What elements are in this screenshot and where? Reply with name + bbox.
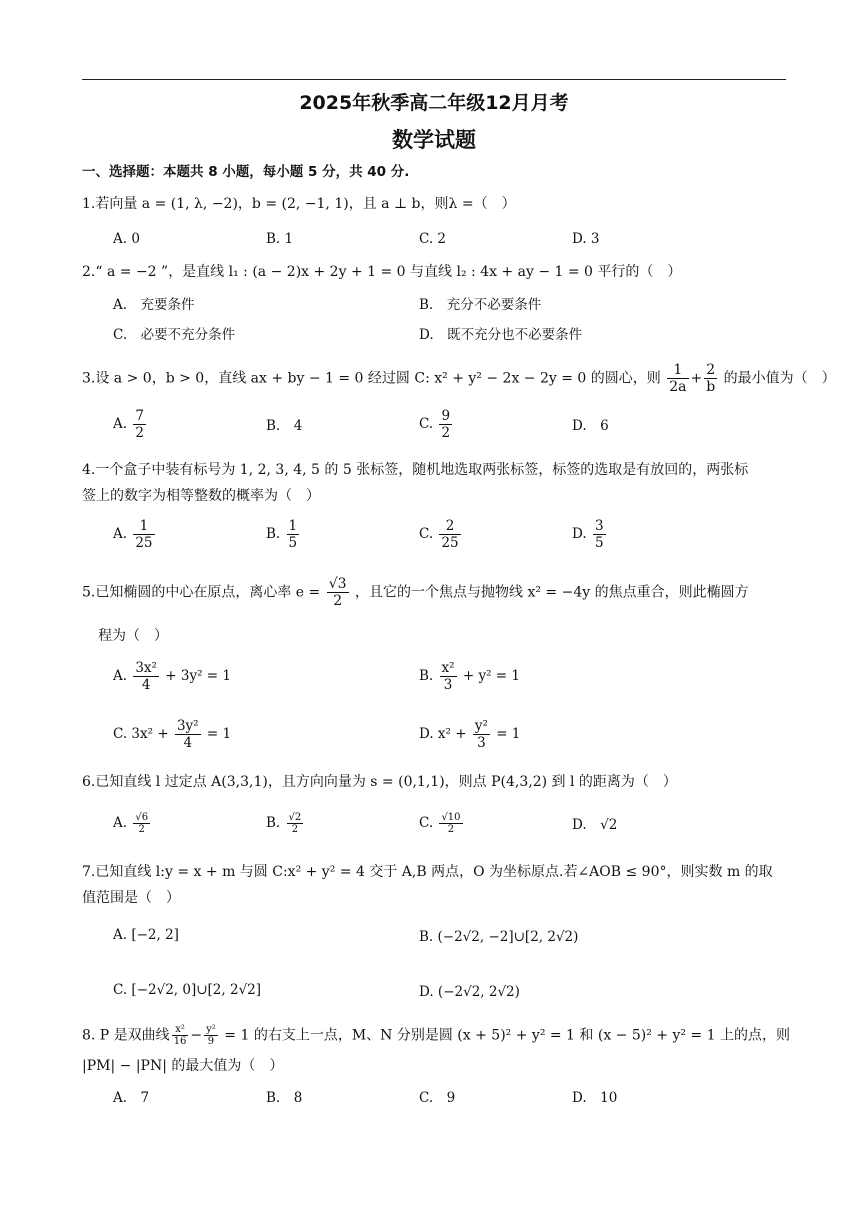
q4-option-c bbox=[419, 518, 463, 551]
exam-title: 2025年秋季高二年级12月月考 bbox=[299, 92, 569, 114]
q8-hyperbola-fraction-2 bbox=[204, 1024, 218, 1047]
q4-a-num: 1 bbox=[133, 518, 154, 535]
q4-b-label: B. bbox=[266, 526, 281, 542]
q3-a-num: 7 bbox=[135, 408, 144, 424]
q4-a-label: A. bbox=[113, 526, 128, 542]
q5-option-d bbox=[419, 718, 520, 751]
q3-stem bbox=[82, 362, 836, 395]
q3-frac1-num: 1 bbox=[667, 362, 688, 379]
q5-e-num: √3 bbox=[328, 576, 347, 592]
q8-h2-den: 9 bbox=[207, 1036, 215, 1047]
q6-c-label: C. bbox=[419, 815, 434, 831]
q5-option-b bbox=[419, 660, 520, 693]
q3-plus: + bbox=[690, 370, 703, 387]
top-rule bbox=[82, 79, 786, 80]
q4-stem-1: 4.一个盒子中装有标号为 1, 2, 3, 4, 5 的 5 张标签，随机地选取两张标签，标签的选取是有放回的，两张标 bbox=[82, 462, 749, 478]
q3-fraction-1 bbox=[667, 362, 688, 395]
q5-a-den: 4 bbox=[141, 677, 151, 693]
q4-a-den: 25 bbox=[135, 535, 153, 551]
q8-h1-den: 16 bbox=[173, 1036, 187, 1047]
q5-b-num: x² bbox=[441, 660, 455, 676]
q4-c-num: 2 bbox=[439, 518, 460, 535]
q5-c-num: 3y² bbox=[176, 718, 199, 734]
q3-a-fraction bbox=[133, 408, 146, 441]
q3-c-num: 9 bbox=[441, 408, 451, 424]
q7-option-d: D. (−2√2, 2√2) bbox=[419, 984, 520, 1000]
q1-option-d: D. 3 bbox=[572, 231, 600, 247]
q4-d-label: D. bbox=[572, 526, 587, 542]
q4-d-den: 5 bbox=[594, 535, 604, 551]
q3-c-fraction bbox=[439, 408, 452, 441]
q6-option-b bbox=[266, 812, 305, 835]
q4-option-a bbox=[113, 518, 157, 551]
q5-e-den: 2 bbox=[333, 593, 343, 609]
exam-subtitle: 数学试题 bbox=[392, 128, 476, 152]
q8-minus: − bbox=[190, 1027, 203, 1044]
q2-stem: 2.“ a = −2 ”，是直线 l₁ : (a − 2)x + 2y + 1 = 0 与直线 l₂ : 4x + ay − 1 = 0 平行的（ ） bbox=[82, 264, 682, 280]
q1-option-c: C. 2 bbox=[419, 231, 447, 247]
q7-stem-2: 值范围是（ ） bbox=[82, 890, 180, 906]
q8-h1-num: x² bbox=[172, 1024, 189, 1036]
q8-stem-2: |PM| − |PN| 的最大值为（ ） bbox=[82, 1058, 284, 1074]
q5-option-c bbox=[113, 718, 231, 751]
q5-b-fraction bbox=[440, 660, 457, 693]
q6-a-den: 2 bbox=[138, 824, 145, 835]
q8-option-c: C. 9 bbox=[419, 1090, 456, 1106]
q5-d-num: y² bbox=[474, 718, 488, 734]
q3-option-c bbox=[419, 408, 454, 441]
q4-stem-2: 签上的数字为相等整数的概率为（ ） bbox=[82, 488, 320, 504]
q6-option-d: D. √2 bbox=[572, 817, 618, 833]
q4-a-fraction bbox=[133, 518, 154, 551]
q4-option-b bbox=[266, 518, 301, 551]
q5-d-fraction bbox=[473, 718, 490, 751]
q5-d-rest: = 1 bbox=[496, 726, 521, 742]
q5-c-label: C. 3x² + bbox=[113, 726, 169, 742]
q3-fraction-2 bbox=[704, 362, 717, 395]
q1-option-b: B. 1 bbox=[266, 231, 294, 247]
q3-a-label: A. bbox=[113, 416, 128, 432]
q4-c-den: 25 bbox=[441, 535, 459, 551]
q8-h2-num: y² bbox=[206, 1024, 216, 1035]
q1-stem: 1.若向量 a = (1, λ, −2)，b = (2, −1, 1)，且 a ⊥ b，则λ =（ ） bbox=[82, 196, 516, 212]
q8-option-b: B. 8 bbox=[266, 1090, 303, 1106]
q1-option-a: A. 0 bbox=[113, 231, 140, 247]
q6-b-fraction bbox=[287, 812, 304, 835]
q3-frac1-den: 2a bbox=[669, 379, 687, 395]
q3-stem-b: 的最小值为（ ） bbox=[723, 370, 836, 387]
q5-d-den: 3 bbox=[477, 735, 486, 751]
q5-b-den: 3 bbox=[443, 677, 453, 693]
q4-b-num: 1 bbox=[288, 518, 298, 534]
q4-c-fraction bbox=[439, 518, 460, 551]
q3-c-den: 2 bbox=[441, 425, 451, 441]
q6-a-fraction bbox=[133, 812, 150, 835]
q6-b-label: B. bbox=[266, 815, 281, 831]
q8-stem-a: 8. P 是双曲线 bbox=[82, 1027, 170, 1044]
q8-option-a: A. 7 bbox=[113, 1090, 150, 1106]
q6-c-num: √10 bbox=[441, 812, 461, 823]
q4-option-d bbox=[572, 518, 608, 551]
q4-b-fraction bbox=[287, 518, 300, 551]
q3-option-d: D. 6 bbox=[572, 418, 609, 434]
q5-stem-b: ，且它的一个焦点与抛物线 x² = −4y 的焦点重合，则此椭圆方 bbox=[355, 584, 749, 601]
q6-a-label: A. bbox=[113, 815, 128, 831]
q5-b-rest: + y² = 1 bbox=[462, 668, 520, 684]
q8-stem-b: = 1 的右支上一点，M、N 分别是圆 (x + 5)² + y² = 1 和 (x − 5)² + y² = 1 上的点，则 bbox=[224, 1027, 790, 1044]
q2-option-d: D. 既不充分也不必要条件 bbox=[419, 327, 583, 343]
q8-hyperbola-fraction-1 bbox=[172, 1024, 189, 1047]
q6-a-num: √6 bbox=[135, 812, 149, 823]
q4-d-num: 3 bbox=[594, 518, 604, 534]
q6-c-den: 2 bbox=[447, 824, 455, 835]
q2-option-a: A. 充要条件 bbox=[113, 297, 195, 313]
q5-c-fraction bbox=[175, 718, 201, 751]
q5-a-num: 3x² bbox=[135, 660, 157, 676]
q5-a-rest: + 3y² = 1 bbox=[165, 668, 231, 684]
q3-frac2-den: b bbox=[706, 379, 716, 395]
q6-c-fraction bbox=[439, 812, 462, 835]
q4-b-den: 5 bbox=[288, 535, 298, 551]
q5-a-fraction bbox=[133, 660, 159, 693]
q3-stem-a: 3.设 a > 0，b > 0，直线 ax + by − 1 = 0 经过圆 C: x² + y² − 2x − 2y = 0 的圆心，则 bbox=[82, 370, 661, 387]
q6-b-num: √2 bbox=[288, 812, 302, 823]
q3-option-b: B. 4 bbox=[266, 418, 303, 434]
q6-option-c bbox=[419, 812, 465, 835]
q5-b-label: B. bbox=[419, 668, 434, 684]
q8-stem-1 bbox=[82, 1024, 790, 1047]
q6-stem: 6.已知直线 l 过定点 A(3,3,1)，且方向向量为 s = (0,1,1)，则点 P(4,3,2) 到 l 的距离为（ ） bbox=[82, 774, 677, 790]
q4-d-fraction bbox=[593, 518, 606, 551]
q5-eccentricity-fraction bbox=[327, 576, 349, 609]
q3-c-label: C. bbox=[419, 416, 434, 432]
q7-option-c: C. [−2√2, 0]∪[2, 2√2] bbox=[113, 982, 262, 998]
q3-frac2-num: 2 bbox=[704, 362, 717, 379]
q5-stem-a: 5.已知椭圆的中心在原点，离心率 e = bbox=[82, 584, 321, 601]
q6-b-den: 2 bbox=[291, 824, 299, 835]
q5-a-label: A. bbox=[113, 668, 128, 684]
q3-a-den: 2 bbox=[135, 425, 144, 441]
q2-option-b: B. 充分不必要条件 bbox=[419, 297, 542, 313]
q7-stem-1: 7.已知直线 l:y = x + m 与圆 C:x² + y² = 4 交于 A,B 两点，O 为坐标原点.若∠AOB ≤ 90°，则实数 m 的取 bbox=[82, 864, 773, 880]
q8-option-d: D. 10 bbox=[572, 1090, 618, 1106]
q6-option-a bbox=[113, 812, 152, 835]
q5-stem-1 bbox=[82, 576, 749, 609]
q5-option-a bbox=[113, 660, 231, 693]
section-heading: 一、选择题：本题共 8 小题，每小题 5 分，共 40 分. bbox=[82, 164, 410, 180]
q2-option-c: C. 必要不充分条件 bbox=[113, 327, 236, 343]
q3-option-a bbox=[113, 408, 148, 441]
q7-option-a: A. [−2, 2] bbox=[113, 927, 179, 943]
q5-d-label: D. x² + bbox=[419, 726, 467, 742]
q5-c-den: 4 bbox=[183, 735, 193, 751]
q5-stem-2: 程为（ ） bbox=[98, 628, 168, 644]
q5-c-rest: = 1 bbox=[206, 726, 232, 742]
q7-option-b: B. (−2√2, −2]∪[2, 2√2) bbox=[419, 929, 579, 945]
q4-c-label: C. bbox=[419, 526, 434, 542]
